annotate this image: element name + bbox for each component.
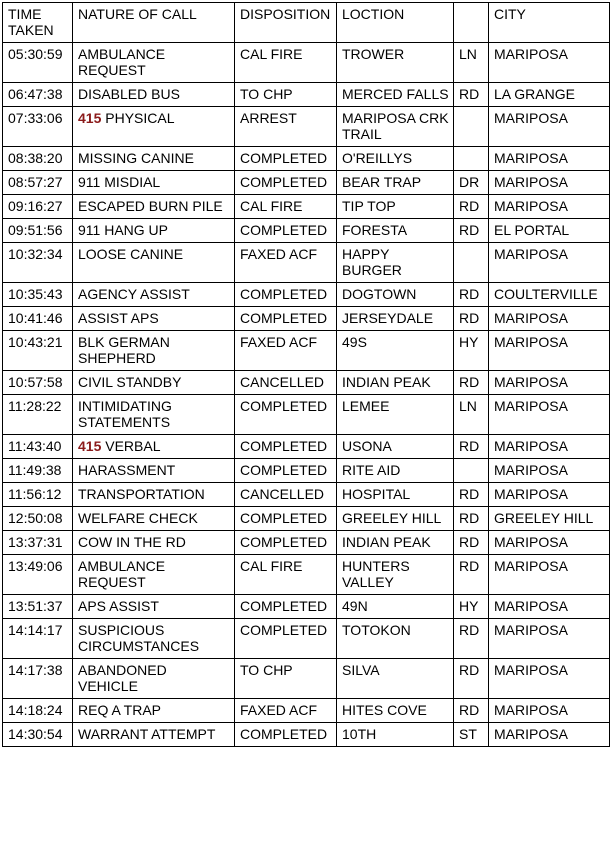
nature-cell: [73, 555, 235, 595]
nature-cell: [73, 195, 235, 219]
table-row: [3, 483, 610, 507]
disposition-cell: COMPLETED: [235, 307, 337, 331]
table-row: [3, 371, 610, 395]
disposition-cell: CAL FIRE: [235, 43, 337, 83]
disposition-cell: COMPLETED: [235, 619, 337, 659]
time-cell: 11:49:38: [3, 459, 73, 483]
suffix-cell: RD: [454, 435, 489, 459]
suffix-cell: RD: [454, 307, 489, 331]
nature-cell: [73, 395, 235, 435]
table-row: [3, 171, 610, 195]
location-cell: MERCED FALLS: [337, 83, 454, 107]
location-cell: HOSPITAL: [337, 483, 454, 507]
suffix-cell: [454, 147, 489, 171]
nature-cell: [73, 107, 235, 147]
location-cell: HITES COVE: [337, 699, 454, 723]
suffix-cell: RD: [454, 83, 489, 107]
table-row: [3, 619, 610, 659]
location-cell: 49S: [337, 331, 454, 371]
location-cell: TIP TOP: [337, 195, 454, 219]
header-location: LOCTION: [337, 3, 454, 43]
table-row: [3, 531, 610, 555]
call-log-table: [2, 2, 610, 747]
disposition-cell: ARREST: [235, 107, 337, 147]
city-cell: MARIPOSA: [489, 699, 610, 723]
table-header: [3, 3, 610, 43]
time-cell: 09:51:56: [3, 219, 73, 243]
time-cell: 10:32:34: [3, 243, 73, 283]
call-code: 415: [78, 438, 102, 454]
suffix-cell: [454, 459, 489, 483]
time-cell: 14:18:24: [3, 699, 73, 723]
time-cell: 11:56:12: [3, 483, 73, 507]
disposition-cell: CAL FIRE: [235, 555, 337, 595]
city-cell: COULTERVILLE: [489, 283, 610, 307]
table-row: [3, 243, 610, 283]
disposition-cell: COMPLETED: [235, 595, 337, 619]
location-cell: TROWER: [337, 43, 454, 83]
nature-cell: [73, 531, 235, 555]
nature-text: ASSIST APS: [78, 310, 159, 326]
nature-cell: [73, 723, 235, 747]
nature-text: 911 HANG UP: [78, 222, 168, 238]
time-cell: 06:47:38: [3, 83, 73, 107]
disposition-cell: FAXED ACF: [235, 331, 337, 371]
disposition-cell: COMPLETED: [235, 147, 337, 171]
suffix-cell: HY: [454, 595, 489, 619]
call-code: 415: [78, 110, 102, 126]
disposition-cell: CAL FIRE: [235, 195, 337, 219]
table-row: [3, 195, 610, 219]
city-cell: MARIPOSA: [489, 371, 610, 395]
city-cell: MARIPOSA: [489, 555, 610, 595]
disposition-cell: COMPLETED: [235, 723, 337, 747]
nature-text: MISSING CANINE: [78, 150, 194, 166]
nature-text: BLK GERMAN SHEPHERD: [78, 334, 170, 366]
table-row: [3, 459, 610, 483]
disposition-cell: COMPLETED: [235, 507, 337, 531]
time-cell: 14:30:54: [3, 723, 73, 747]
table-row: [3, 659, 610, 699]
disposition-cell: COMPLETED: [235, 171, 337, 195]
time-cell: 13:49:06: [3, 555, 73, 595]
suffix-cell: RD: [454, 555, 489, 595]
nature-text: ABANDONED VEHICLE: [78, 662, 167, 694]
nature-text: SUSPICIOUS CIRCUMSTANCES: [78, 622, 200, 654]
city-cell: MARIPOSA: [489, 395, 610, 435]
nature-text: WELFARE CHECK: [78, 510, 198, 526]
time-cell: 10:35:43: [3, 283, 73, 307]
nature-cell: [73, 619, 235, 659]
nature-cell: [73, 243, 235, 283]
table-row: [3, 43, 610, 83]
time-cell: 14:17:38: [3, 659, 73, 699]
header-disposition: DISPOSITION: [235, 3, 337, 43]
suffix-cell: [454, 107, 489, 147]
nature-text: AGENCY ASSIST: [78, 286, 190, 302]
nature-text: PHYSICAL: [105, 110, 175, 126]
table-row: [3, 699, 610, 723]
location-cell: INDIAN PEAK: [337, 371, 454, 395]
nature-text: WARRANT ATTEMPT: [78, 726, 216, 742]
disposition-cell: FAXED ACF: [235, 699, 337, 723]
suffix-cell: [454, 243, 489, 283]
city-cell: MARIPOSA: [489, 43, 610, 83]
city-cell: MARIPOSA: [489, 435, 610, 459]
location-cell: HUNTERS VALLEY: [337, 555, 454, 595]
table-row: [3, 219, 610, 243]
city-cell: MARIPOSA: [489, 659, 610, 699]
disposition-cell: COMPLETED: [235, 219, 337, 243]
location-cell: BEAR TRAP: [337, 171, 454, 195]
nature-cell: [73, 659, 235, 699]
city-cell: LA GRANGE: [489, 83, 610, 107]
city-cell: MARIPOSA: [489, 531, 610, 555]
city-cell: MARIPOSA: [489, 595, 610, 619]
location-cell: TOTOKON: [337, 619, 454, 659]
time-cell: 05:30:59: [3, 43, 73, 83]
table-row: [3, 331, 610, 371]
suffix-cell: RD: [454, 483, 489, 507]
location-cell: O'REILLYS: [337, 147, 454, 171]
suffix-cell: RD: [454, 195, 489, 219]
time-cell: 07:33:06: [3, 107, 73, 147]
disposition-cell: COMPLETED: [235, 283, 337, 307]
nature-cell: [73, 43, 235, 83]
city-cell: MARIPOSA: [489, 243, 610, 283]
time-cell: 13:51:37: [3, 595, 73, 619]
location-cell: MARIPOSA CRK TRAIL: [337, 107, 454, 147]
suffix-cell: RD: [454, 507, 489, 531]
nature-text: 911 MISDIAL: [78, 174, 161, 190]
location-cell: SILVA: [337, 659, 454, 699]
header-row: [3, 3, 610, 43]
nature-text: CIVIL STANDBY: [78, 374, 182, 390]
city-cell: MARIPOSA: [489, 107, 610, 147]
header-nature-of-call: NATURE OF CALL: [73, 3, 235, 43]
nature-text: APS ASSIST: [78, 598, 159, 614]
city-cell: MARIPOSA: [489, 459, 610, 483]
table-row: [3, 283, 610, 307]
nature-cell: [73, 483, 235, 507]
table-row: [3, 507, 610, 531]
location-cell: JERSEYDALE: [337, 307, 454, 331]
suffix-cell: LN: [454, 43, 489, 83]
time-cell: 08:57:27: [3, 171, 73, 195]
nature-text: INTIMIDATING STATEMENTS: [78, 398, 172, 430]
city-cell: MARIPOSA: [489, 307, 610, 331]
suffix-cell: DR: [454, 171, 489, 195]
city-cell: MARIPOSA: [489, 723, 610, 747]
nature-text: AMBULANCE REQUEST: [78, 46, 166, 78]
nature-cell: [73, 595, 235, 619]
nature-cell: [73, 219, 235, 243]
suffix-cell: RD: [454, 699, 489, 723]
location-cell: RITE AID: [337, 459, 454, 483]
disposition-cell: COMPLETED: [235, 531, 337, 555]
table-row: [3, 307, 610, 331]
header-suffix: [454, 3, 489, 43]
nature-text: AMBULANCE REQUEST: [78, 558, 166, 590]
header-time-taken: TIME TAKEN: [3, 3, 73, 43]
disposition-cell: TO CHP: [235, 659, 337, 699]
nature-cell: [73, 331, 235, 371]
nature-cell: [73, 83, 235, 107]
time-cell: 11:43:40: [3, 435, 73, 459]
nature-text: ESCAPED BURN PILE: [78, 198, 223, 214]
city-cell: MARIPOSA: [489, 483, 610, 507]
time-cell: 10:57:58: [3, 371, 73, 395]
nature-cell: [73, 507, 235, 531]
location-cell: FORESTA: [337, 219, 454, 243]
location-cell: INDIAN PEAK: [337, 531, 454, 555]
suffix-cell: HY: [454, 331, 489, 371]
nature-cell: [73, 147, 235, 171]
time-cell: 13:37:31: [3, 531, 73, 555]
suffix-cell: RD: [454, 659, 489, 699]
city-cell: EL PORTAL: [489, 219, 610, 243]
city-cell: MARIPOSA: [489, 619, 610, 659]
nature-text: TRANSPORTATION: [78, 486, 205, 502]
disposition-cell: FAXED ACF: [235, 243, 337, 283]
location-cell: 49N: [337, 595, 454, 619]
nature-text: COW IN THE RD: [78, 534, 186, 550]
disposition-cell: CANCELLED: [235, 483, 337, 507]
table-row: [3, 83, 610, 107]
location-cell: LEMEE: [337, 395, 454, 435]
table-row: [3, 555, 610, 595]
time-cell: 14:14:17: [3, 619, 73, 659]
header-city: CITY: [489, 3, 610, 43]
time-cell: 09:16:27: [3, 195, 73, 219]
suffix-cell: RD: [454, 531, 489, 555]
suffix-cell: RD: [454, 619, 489, 659]
nature-cell: [73, 699, 235, 723]
location-cell: GREELEY HILL: [337, 507, 454, 531]
location-cell: USONA: [337, 435, 454, 459]
nature-cell: [73, 435, 235, 459]
nature-cell: [73, 371, 235, 395]
nature-cell: [73, 307, 235, 331]
disposition-cell: TO CHP: [235, 83, 337, 107]
suffix-cell: LN: [454, 395, 489, 435]
disposition-cell: COMPLETED: [235, 435, 337, 459]
nature-cell: [73, 283, 235, 307]
suffix-cell: RD: [454, 371, 489, 395]
suffix-cell: RD: [454, 219, 489, 243]
city-cell: MARIPOSA: [489, 171, 610, 195]
city-cell: MARIPOSA: [489, 147, 610, 171]
nature-text: HARASSMENT: [78, 462, 176, 478]
table-row: [3, 723, 610, 747]
table-row: [3, 395, 610, 435]
time-cell: 11:28:22: [3, 395, 73, 435]
suffix-cell: ST: [454, 723, 489, 747]
nature-cell: [73, 459, 235, 483]
nature-cell: [73, 171, 235, 195]
nature-text: DISABLED BUS: [78, 86, 180, 102]
time-cell: 10:43:21: [3, 331, 73, 371]
time-cell: 12:50:08: [3, 507, 73, 531]
suffix-cell: RD: [454, 283, 489, 307]
table-body: [3, 43, 610, 747]
city-cell: MARIPOSA: [489, 331, 610, 371]
table-row: [3, 107, 610, 147]
location-cell: DOGTOWN: [337, 283, 454, 307]
table-row: [3, 435, 610, 459]
city-cell: MARIPOSA: [489, 195, 610, 219]
table-row: [3, 595, 610, 619]
location-cell: HAPPY BURGER: [337, 243, 454, 283]
disposition-cell: COMPLETED: [235, 395, 337, 435]
nature-text: LOOSE CANINE: [78, 246, 184, 262]
nature-text: VERBAL: [105, 438, 161, 454]
time-cell: 10:41:46: [3, 307, 73, 331]
time-cell: 08:38:20: [3, 147, 73, 171]
table-row: [3, 147, 610, 171]
city-cell: GREELEY HILL: [489, 507, 610, 531]
disposition-cell: CANCELLED: [235, 371, 337, 395]
disposition-cell: COMPLETED: [235, 459, 337, 483]
location-cell: 10TH: [337, 723, 454, 747]
nature-text: REQ A TRAP: [78, 702, 161, 718]
